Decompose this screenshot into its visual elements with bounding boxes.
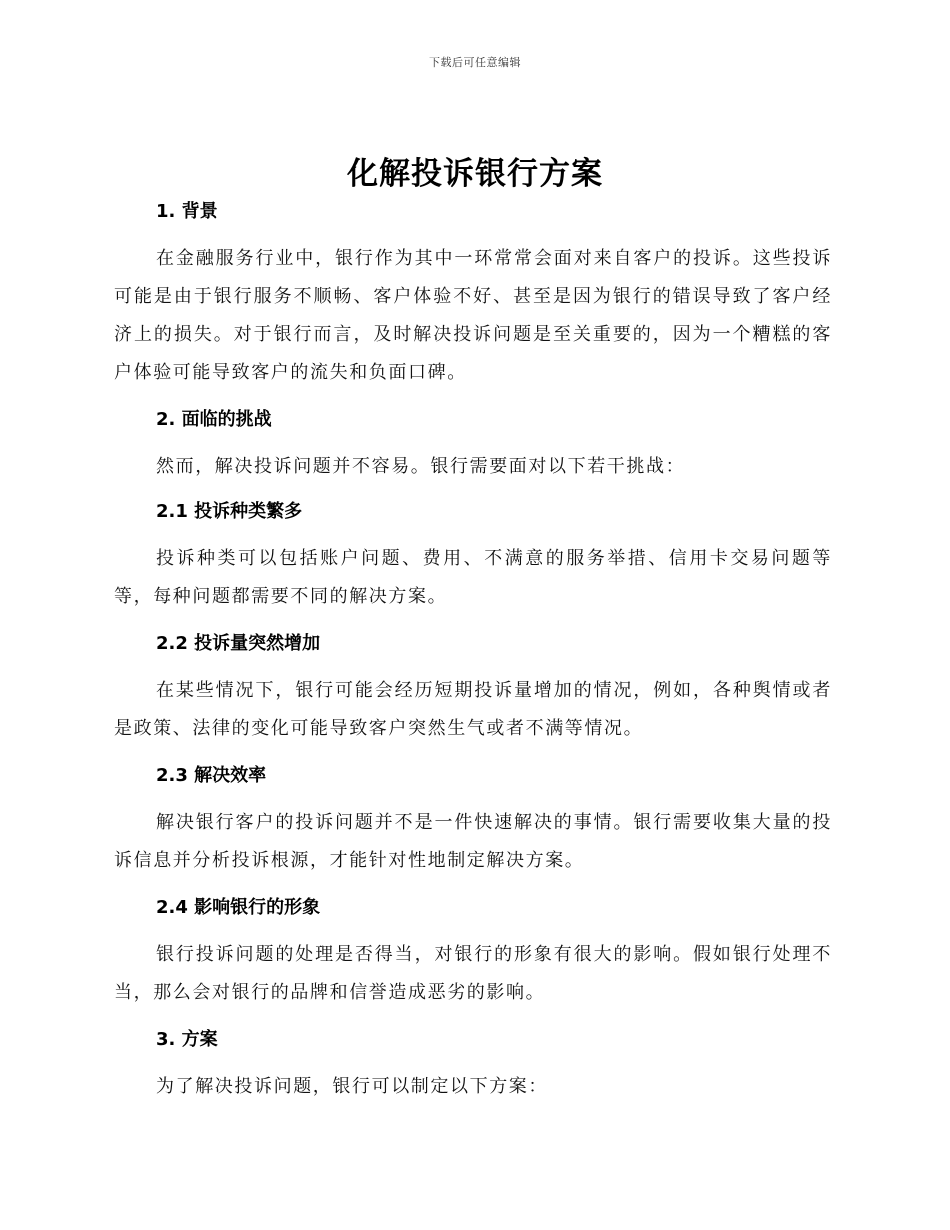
document-title: 化解投诉银行方案 (347, 156, 603, 192)
document-body (114, 196, 832, 1116)
section-heading-efficiency: 2.3 解决效率 (156, 765, 267, 786)
section-paragraph-plan: 为了解决投诉问题，银行可以制定以下方案： (156, 1076, 548, 1097)
section-paragraph-bank-image: 银行投诉问题的处理是否得当，对银行的形象有很大的影响。假如银行处理不当，那么会对银行的品牌和信誉造成恶劣的影响。 (114, 944, 832, 1003)
section-heading-challenges: 2. 面临的挑战 (156, 409, 272, 430)
section-paragraph-complaint-types: 投诉种类可以包括账户问题、费用、不满意的服务举措、信用卡交易问题等等，每种问题都需要不同的解决方案。 (114, 548, 832, 607)
section-heading-plan: 3. 方案 (156, 1029, 218, 1050)
header-note: 下载后可任意编辑 (429, 56, 521, 69)
section-heading-bank-image: 2.4 影响银行的形象 (156, 897, 321, 918)
section-paragraph-challenges: 然而，解决投诉问题并不容易。银行需要面对以下若干挑战： (156, 456, 686, 477)
section-heading-background: 1. 背景 (156, 201, 218, 222)
section-paragraph-complaint-surge: 在某些情况下，银行可能会经历短期投诉量增加的情况，例如，各种舆情或者是政策、法律的变化可能导致客户突然生气或者不满等情况。 (114, 680, 832, 739)
section-heading-complaint-types: 2.1 投诉种类繁多 (156, 501, 303, 522)
section-paragraph-efficiency: 解决银行客户的投诉问题并不是一件快速解决的事情。银行需要收集大量的投诉信息并分析投诉根源，才能针对性地制定解决方案。 (114, 812, 832, 871)
section-heading-complaint-surge: 2.2 投诉量突然增加 (156, 633, 321, 654)
section-paragraph-background: 在金融服务行业中，银行作为其中一环常常会面对来自客户的投诉。这些投诉可能是由于银行服务不顺畅、客户体验不好、甚至是因为银行的错误导致了客户经济上的损失。对于银行而言，及时解决投诉问题是至关重要的，因为一个糟糕的客户体验可能导致客户的流失和负面口碑。 (114, 248, 832, 383)
